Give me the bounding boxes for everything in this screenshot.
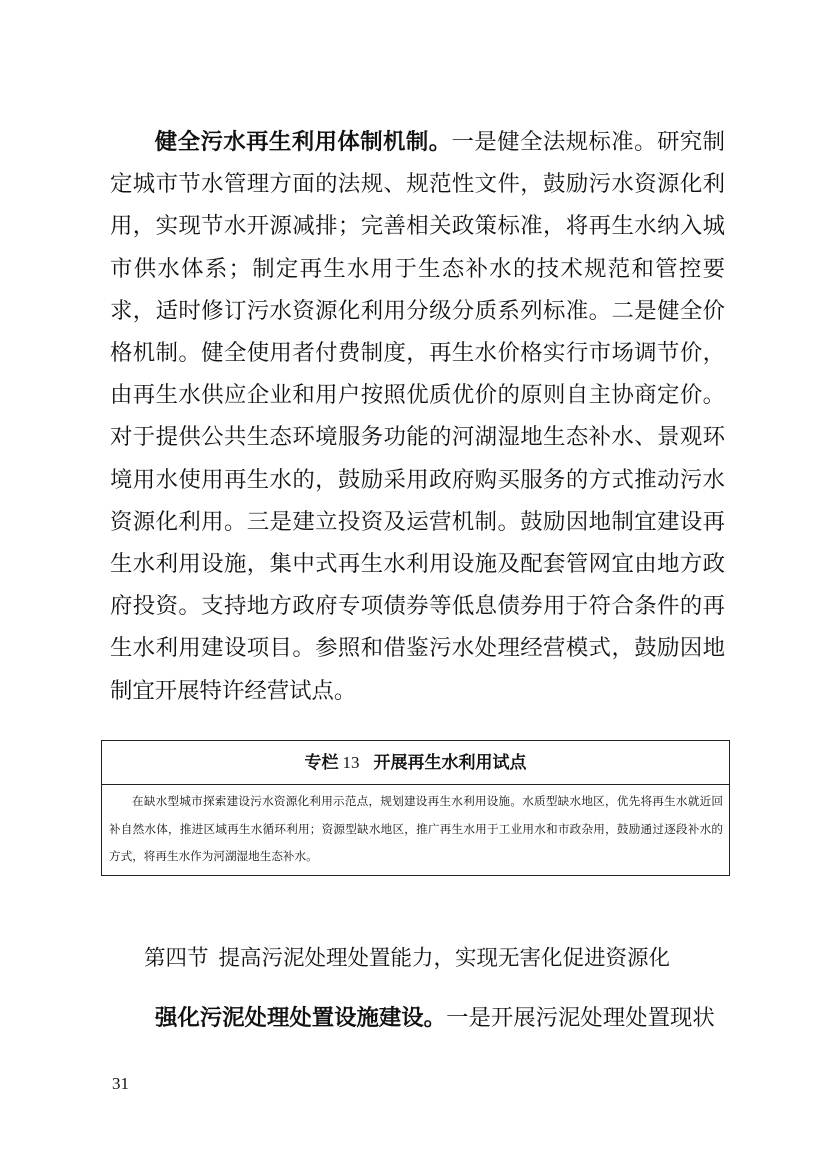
second-paragraph-lead-heading: 强化污泥处理处置设施建设。 — [155, 1005, 447, 1031]
second-paragraph — [155, 997, 725, 1039]
second-paragraph-body-text: 一是开展污泥处理处置现状 — [446, 1005, 715, 1031]
feature-box-title — [102, 741, 729, 785]
paragraph-body-text: 一是健全法规标准。研究制定城市节水管理方面的法规、规范性文件，鼓励污水资源化利用，实现节水开源减排；完善相关政策标准，将再生水纳入城市供水体系；制定再生水用于生态补水的技术规范和管控要求，适时修订污水资源化利用分级分质系列标准。二是健全价格机制。健全使用者付费制度，再生水价格实行市场调节价，由再生水供应企业和用户按照优质优价的原则自主协商定价。对于提供公共生态环境服务功能的河湖湿地生态补水、景观环境用水使用再生水的，鼓励采用政府购买服务的方式推动污水资源化利用。三是建立投资及运营机制。鼓励因地制宜建设再生水利用设施，集中式再生水利用设施及配套管网宜由地方政府投资。支持地方政府专项债券等低息债券用于符合条件的再生水利用建设项目。参照和借鉴污水处理经营模式，鼓励因地制宜开展特许经营试点。 — [110, 129, 726, 704]
section-heading — [144, 941, 670, 977]
feature-box-body: 在缺水型城市探索建设污水资源化利用示范点，规划建设再生水利用设施。水质型缺水地区，优先将再生水就近回补自然水体，推进区域再生水循环利用；资源型缺水地区，推广再生水用于工业用水和市政杂用，鼓励通过逐段补水的方式，将再生水作为河湖湿地生态补水。 — [109, 794, 723, 863]
section-number: 第四节 — [144, 946, 209, 971]
feature-box-title-text: 开展再生水利用试点 — [373, 753, 527, 773]
paragraph-lead-heading: 健全污水再生利用体制机制。 — [154, 129, 452, 155]
feature-box-title-prefix: 专栏 — [304, 753, 339, 773]
feature-box-number: 13 — [342, 753, 360, 772]
feature-box — [101, 740, 730, 876]
page-number: 31 — [112, 1074, 129, 1093]
section-title: 提高污泥处理处置能力，实现无害化促进资源化 — [218, 946, 671, 971]
main-paragraph — [110, 121, 725, 712]
